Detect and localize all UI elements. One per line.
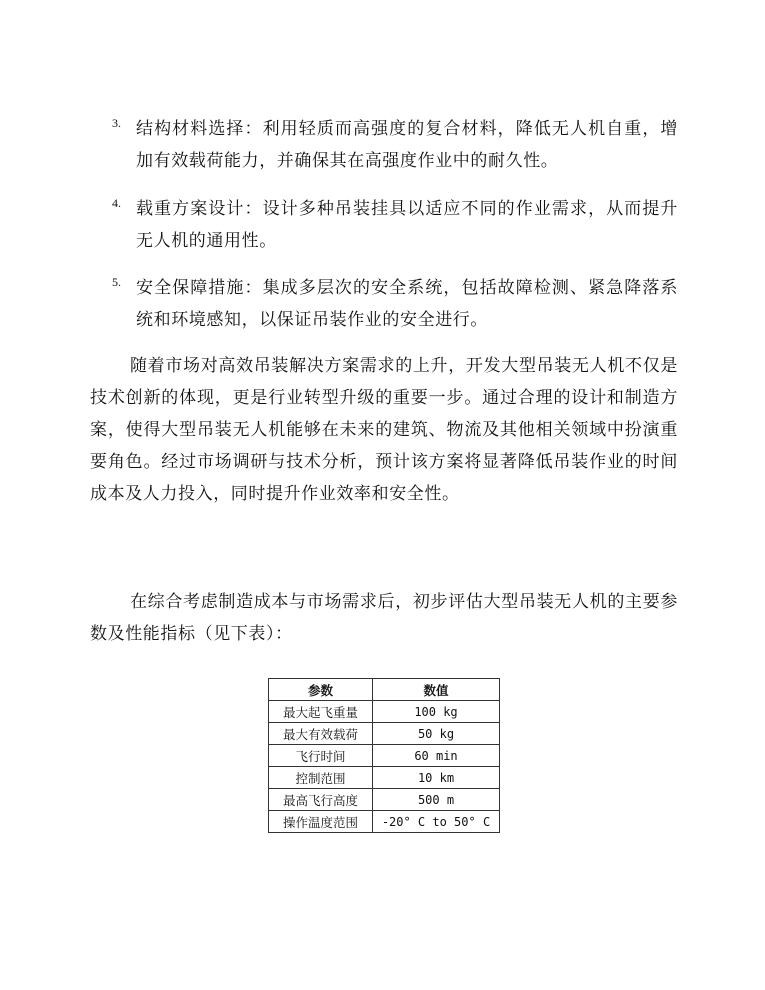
table-header-param: 参数 <box>269 679 373 701</box>
table-row <box>269 745 500 767</box>
table-cell-value: -20° C to 50° C <box>373 811 500 833</box>
table-cell-param: 控制范围 <box>269 767 373 789</box>
table-cell-value: 10 km <box>373 767 500 789</box>
table-header-row <box>269 679 500 701</box>
table-cell-param: 操作温度范围 <box>269 811 373 833</box>
table-row <box>269 723 500 745</box>
table-cell-value: 500 m <box>373 789 500 811</box>
list-text: 结构材料选择：利用轻质而高强度的复合材料，降低无人机自重，增加有效载荷能力，并确保其在高强度作业中的耐久性。 <box>136 119 678 171</box>
table-cell-value: 60 min <box>373 745 500 767</box>
list-number: 5. <box>112 275 121 289</box>
table-header-value: 数值 <box>373 679 500 701</box>
table-cell-value: 100 kg <box>373 701 500 723</box>
table-cell-param: 最大起飞重量 <box>269 701 373 723</box>
table-cell-param: 最大有效载荷 <box>269 723 373 745</box>
table-cell-param: 最高飞行高度 <box>269 789 373 811</box>
table-row <box>269 701 500 723</box>
table-cell-value: 50 kg <box>373 723 500 745</box>
body-paragraph: 在综合考虑制造成本与市场需求后，初步评估大型吊装无人机的主要参数及性能指标（见下表）： <box>90 592 678 644</box>
table-row <box>269 789 500 811</box>
list-text: 载重方案设计：设计多种吊装挂具以适应不同的作业需求，从而提升无人机的通用性。 <box>136 199 678 251</box>
list-number: 3. <box>112 116 121 130</box>
spec-table <box>268 678 500 833</box>
table-cell-param: 飞行时间 <box>269 745 373 767</box>
table-row <box>269 767 500 789</box>
list-number: 4. <box>112 196 121 210</box>
body-paragraph: 随着市场对高效吊装解决方案需求的上升，开发大型吊装无人机不仅是技术创新的体现，更是行业转型升级的重要一步。通过合理的设计和制造方案，使得大型吊装无人机能够在未来的建筑、物流及其他相关领域中扮演重要角色。经过市场调研与技术分析，预计该方案将显著降低吊装作业的时间成本及人力投入，同时提升作业效率和安全性。 <box>90 356 678 504</box>
list-text: 安全保障措施：集成多层次的安全系统，包括故障检测、紧急降落系统和环境感知，以保证吊装作业的安全进行。 <box>136 278 678 330</box>
table-row <box>269 811 500 833</box>
